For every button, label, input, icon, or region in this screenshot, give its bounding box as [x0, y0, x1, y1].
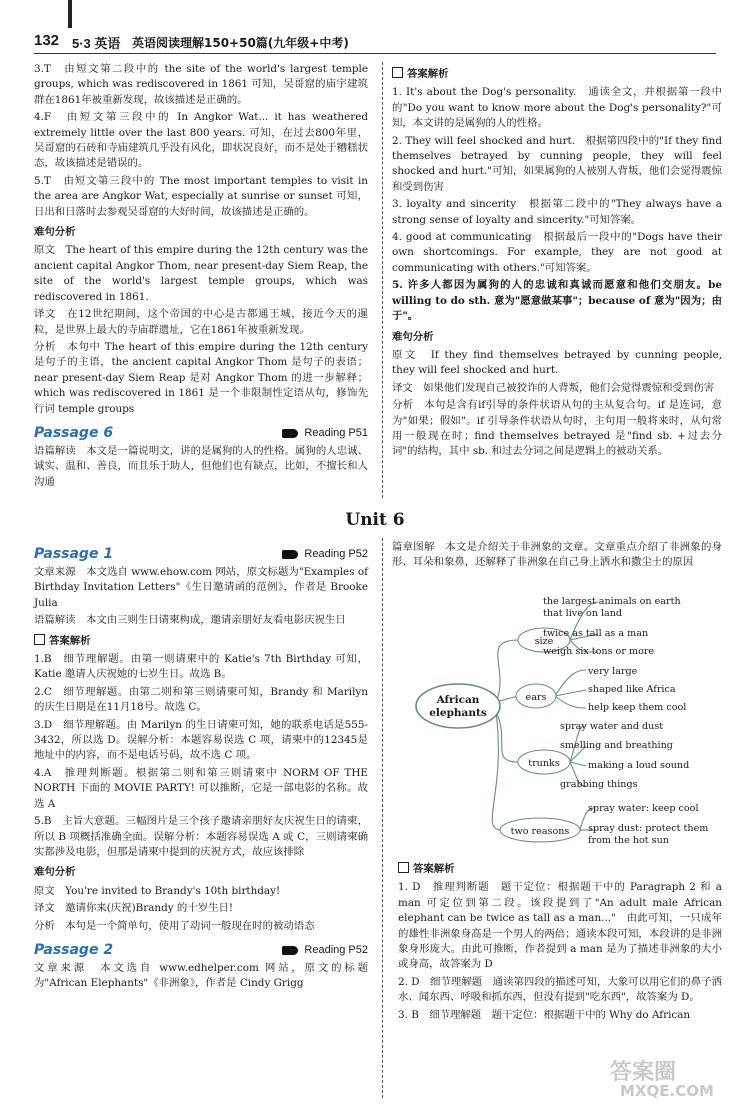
reading-ref: Reading P52: [282, 548, 368, 560]
answer-item: 4. good at communicating 根据最后一段中的"Dogs have their own shortcomings. For example, they are not good at communicating with others."可知答案。: [392, 231, 722, 274]
answer-item: 5. 许多人都因为属狗的人的忠诚和真诚而愿意和他们交朋友。be willing to do sth. 意为"愿意做某事"；because of 意为"因为；由于"。: [392, 279, 722, 323]
analysis: 分析 本句是一个简单句，使用了动词一般现在时的被动语态: [34, 919, 315, 932]
section-heading: 答案解析: [398, 862, 722, 877]
unit-title: Unit 6: [345, 510, 405, 530]
passage-summary: 语篇解读 本文是一篇说明文，讲的是属狗的人的性格。属狗的人忠诚、诚实、温和、善良，而且乐于助人，但他们也有缺点，比如，不擅长和人沟通: [34, 444, 368, 488]
column-divider: [382, 538, 383, 1098]
article-source: 文章来源 本文选自 www.ehow.com 网站，原文标题为"Examples of Birthday Invitation Letters"《生日邀请函的范例》，作者是 Brooke Julia: [34, 566, 368, 609]
center-label-line1: African: [436, 694, 480, 706]
header-rule: [34, 53, 716, 54]
left-column-top: [34, 62, 368, 492]
section-heading: 难句分析: [34, 226, 76, 239]
right-column-top: [392, 62, 722, 462]
leaf-text: spray water: keep cool: [588, 803, 699, 814]
page-header: [0, 0, 750, 60]
branch-line: [555, 670, 586, 696]
answer-item: 4.A 推理判断题。根据第二则和第三则请柬中 NORM OF THE NORTH 下面的 MOVIE PARTY! 可以推断，它是一部电影的名称。故选 A: [34, 766, 368, 810]
header-bar: [68, 0, 72, 28]
lock-icon: [398, 862, 409, 873]
branch-label: two reasons: [510, 826, 570, 837]
answer-item: 2. D 细节理解题 通读第四段的描述可知，大象可以用它们的鼻子洒水、闻东西、呼吸和抓东西，但没有提到"吃东西"，故答案为 D。: [398, 975, 722, 1004]
branch-label: trunks: [528, 758, 560, 769]
analysis: 分析 本句中 The heart of this empire during the 12th century 是句子的主语，the ancient capital Angkor Thom 是句子的表语；near present-day Siem Reap 是对 Angkor Thom 的进一步解释；which was rediscovered in 1861 是一个非限制性定语从句，修饰先行词 temple groups: [34, 340, 368, 415]
pointing-hand-icon: [282, 550, 298, 559]
original-sentence: 原文 The heart of this empire during the 12th century was the ancient capital Angkor Thom, near present-day Siem Reap, the site of the world's largest temple groups, which was rediscovered in 1861.: [34, 244, 368, 303]
leaf-text: grabbing things: [560, 779, 638, 790]
leaf-text: making a loud sound: [588, 760, 690, 771]
passage-title: Passage 6: [34, 424, 114, 441]
book-title: 英语阅读理解150+50篇(九年级+中考): [132, 36, 349, 50]
reading-ref: Reading P51: [282, 427, 368, 439]
answer-item: 2.C 细节理解题。由第二则和第三则请柬可知，Brandy 和 Marilyn 的庆生日期是在11月18号。故选 C。: [34, 685, 368, 714]
center-node: [416, 684, 500, 728]
leaf-text: twice as tall as a man: [543, 628, 649, 639]
passage-header: [34, 546, 368, 562]
leaf-text: from the hot sun: [588, 835, 669, 846]
passage-header: [34, 425, 368, 441]
leaf-text: very large: [588, 666, 638, 677]
branch-line: [496, 640, 518, 702]
branch-line: [570, 762, 586, 766]
passage-title: Passage 1: [34, 546, 114, 562]
right-column-bottom: [392, 540, 722, 573]
lock-icon: [34, 634, 45, 645]
analysis: 分析 本句是含有if引导的条件状语从句的主从复合句。if 是连词，意为"如果；假如"。if 引导条件状语从句时，主句用一般将来时，从句常用一般现在时；find themselves betrayed 是"find sb. +过去分词"的结构，其中 sb. 和过去分词之间是逻辑上的被动关系。: [392, 399, 722, 458]
leaf-text: smelling and breathing: [560, 740, 673, 751]
leaf-text: spray water and dust: [560, 721, 664, 732]
leaf-text: help keep them cool: [588, 702, 687, 713]
leaf-text: spray dust: protect them: [588, 823, 709, 834]
leaf-text: that live on land: [543, 608, 623, 619]
branch-line: [555, 696, 586, 708]
answer-item: 3.T 由短文第二段中的 the site of the world's largest temple groups, which was rediscovered in 1861 可知，吴哥窟的庙宇建筑群在1861年被重新发现，故该描述是正确的。: [34, 63, 368, 106]
page-number: 132: [34, 32, 60, 49]
answer-item: 3. loyalty and sincerity 根据第二段中的"They always have a strong sense of loyalty and sincerity."可知答案。: [392, 198, 722, 226]
answer-item: 3.D 细节理解题。由 Marilyn 的生日请柬可知，她的联系电话是555-3432，所以选 D。误解分析：本题容易误选 C 项，请柬中的12345是地址中的内容，而不是电话号码，故不选 C 项。: [34, 718, 368, 762]
section-heading: 难句分析: [392, 330, 434, 343]
lock-icon: [392, 67, 403, 78]
branch-line: [555, 690, 586, 696]
watermark-url: MXQE.COM: [620, 1082, 714, 1100]
answer-item: 1. It's about the Dog's personality. 通读全文，并根据第一段中的"Do you want to know more about the Dog's personality?"可知，本文讲的是属狗的人的性格。: [392, 86, 722, 130]
pointing-hand-icon: [282, 946, 298, 955]
leaf-text: the largest animals on earth: [543, 596, 681, 607]
translation: 译文 邀请你来(庆祝)Brandy 的十岁生日!: [34, 902, 234, 915]
passage-diagram-intro: 篇章图解 本文是介绍关于非洲象的文章。文章重点介绍了非洲象的身形、耳朵和象鼻，还解释了非洲象在自己身上洒水和撒尘土的原因: [392, 541, 722, 569]
left-column-bottom: [34, 538, 368, 994]
original-sentence: 原文 If they find themselves betrayed by cunning people, they will feel shocked and hurt.: [392, 348, 722, 377]
answer-item: 2. They will feel shocked and hurt. 根据第四段中的"If they find themselves betrayed by cunning people, they will feel shocked and hurt."可知，如果属狗的人被别人背叛，他们会觉得震惊和受到伤害: [392, 134, 722, 193]
article-source: 文章来源 本文选自 www.edhelper.com 网站，原文的标题为"African Elephants"《非洲象》，作者是 Cindy Grigg: [34, 961, 368, 990]
translation: 译文 如果他们发现自己被狡诈的人背叛，他们会觉得震惊和受到伤害: [392, 381, 715, 394]
passage-title: Passage 2: [34, 941, 114, 958]
answer-item: 3. B 细节理解题 题干定位：根据题干中的 Why do African: [398, 1008, 691, 1021]
leaf-text: weigh six tons or more: [543, 646, 655, 657]
section-heading: 难句分析: [34, 866, 76, 879]
translation: 译文 在12世纪期间，这个帝国的中心是古都通王城，接近今天的暹粒，是世界上最大的寺庙群遗址，它在1861年被重新发现。: [34, 308, 368, 336]
pointing-hand-icon: [282, 429, 298, 438]
passage-header: [34, 942, 368, 958]
branch-line: [496, 712, 518, 762]
mind-map-diagram: [410, 590, 720, 850]
branch-label: ears: [525, 692, 547, 703]
section-heading: 答案解析: [392, 67, 722, 82]
watermark-logo: 答案圈: [610, 1060, 677, 1085]
leaf-text: shaped like Africa: [588, 684, 676, 695]
book-brand: 5·3 英语: [72, 36, 121, 51]
section-heading: 答案解析: [34, 634, 368, 649]
column-divider: [382, 62, 383, 498]
center-label-line2: elephants: [429, 707, 487, 719]
branch-line: [492, 712, 500, 830]
reading-ref: Reading P52: [282, 944, 368, 956]
branch-label: size: [534, 636, 554, 647]
passage-summary: 语篇解读 本文由三则生日请柬构成，邀请亲朋好友看电影庆祝生日: [34, 614, 346, 627]
answer-item: 5.T 由短文第三段中的 The most important temples to visit in the area are Angkor Wat, especially at sunrise or sunset 可知，日出和日落时去参观吴哥窟的大好时间，故该描述是正确的。: [34, 174, 368, 218]
original-sentence: 原文 You're invited to Brandy's 10th birthday!: [34, 884, 281, 897]
right-column-answers: [398, 857, 722, 1025]
answer-item: 1. D 推理判断题 题干定位：根据题干中的 Paragraph 2 和 a man 可定位到第二段。该段提到了"An adult male African elephant can be twice as tall as a man..." 由此可知，一只成年的雄性非洲象身高是一个男人的两倍；通读本段可知，本段讲的是非洲象身形庞大。由此可推断，作者提到 a man 是为了描述非洲象的大小或身高，故答案为 D: [398, 881, 722, 971]
answer-item: 4.F 由短文第三段中的 In Angkor Wat... it has weathered extremely little over the last 800 years. 可知，在过去800年里，吴哥窟的石砖和寺庙建筑几乎没有风化，即状况良好，而不是处于糟糕状态，故该描述是错误的。: [34, 111, 368, 170]
answer-item: 5.B 主旨大意题。三幅图片是三个孩子邀请亲朋好友庆祝生日的请柬，所以 B 项概括准确全面。误解分析：本题容易误选 A 或 C，三则请柬确实都涉及电影，但那是请柬中提到的庆祝方式，故应该排除: [34, 815, 368, 858]
answer-item: 1.B 细节理解题。由第一则请柬中的 Katie's 7th Birthday 可知，Katie 邀请人庆祝她的七岁生日。故选 B。: [34, 653, 368, 681]
